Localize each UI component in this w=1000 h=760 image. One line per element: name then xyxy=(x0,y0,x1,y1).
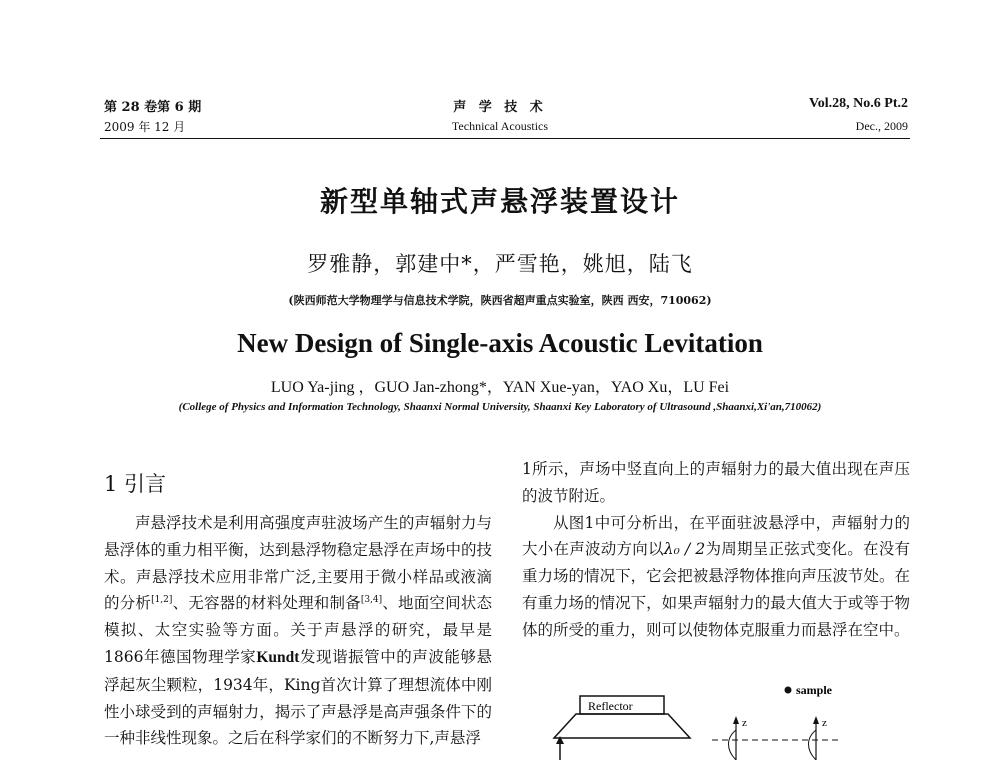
left-column xyxy=(104,510,492,752)
english-authors: LUO Ya-jing ，GUO Jan-zhong*，YAN Xue-yan，YAO Xu，LU Fei xyxy=(270,379,730,396)
right-column xyxy=(522,456,910,644)
lambda-expression: λ₀ / 2 xyxy=(663,540,706,559)
citation: [1,2] xyxy=(151,595,173,606)
intro-text-d: 发现谐振管中的声波能够悬浮起灰尘颗粒，1934年，King首次计算了理想流体中刚性小球受到的声辐射力，揭示了声悬浮是高声强条件下的一种非线性现象。之后在科学家们的不断努力下,声悬浮 xyxy=(104,647,492,748)
issue-date-en: Dec., 2009 xyxy=(855,119,908,133)
levitator-figure xyxy=(540,678,880,760)
pressure-curve-1 xyxy=(729,730,737,760)
section-heading: 1 引言 xyxy=(104,472,167,496)
sample-legend-label: sample xyxy=(796,683,832,697)
sample-dot-icon xyxy=(785,687,792,694)
analysis-text-b: 为周期呈正弦式变化。在没有重力场的情况下，它会把被悬浮物体推向声压波节处。在有重力场的情况下，如果声辐射力的最大值大于或等于物体的所受的重力，则可以使物体克服重力而悬浮在空中。 xyxy=(522,540,910,639)
journal-name-cn: 声 学 技 术 xyxy=(453,100,547,115)
volume-info: Vol.28, No.6 Pt.2 xyxy=(808,96,908,111)
citation: [3,4] xyxy=(360,595,383,606)
intro-text-b: 、无容器的材料处理和制备 xyxy=(172,594,361,613)
reflector-label: Reflector xyxy=(588,699,633,713)
pressure-curve-2 xyxy=(809,730,817,760)
journal-issue: 第 28 卷第 6 期 xyxy=(104,100,202,115)
z-axis-2-label: z xyxy=(822,717,827,729)
analysis-paragraph xyxy=(522,510,910,644)
analysis-text-a: 从图1中可分析出，在平面驻波悬浮中，声辐射力的大小在声波动方向以 xyxy=(522,513,910,559)
intro-text-a: 声悬浮技术是利用高强度声驻波场产生的声辐射力与悬浮体的重力相平衡，达到悬浮物稳定悬浮在声场中的技术。声悬浮技术应用非常广泛,主要用于微小样品或液滴的分析 xyxy=(104,514,492,613)
journal-name-en: Technical Acoustics xyxy=(451,119,549,133)
z-axis-1-arrow-icon xyxy=(733,716,739,724)
chinese-affiliation: (陕西师范大学物理学与信息技术学院，陕西省超声重点实验室，陕西 西安，710062) xyxy=(288,294,712,307)
kundt-name: Kundt xyxy=(256,648,300,666)
intro-text-c: 、地面空间状态模拟、太空实验等方面。关于声悬浮的研究，最早是1866年德国物理学家 xyxy=(104,594,492,666)
journal-date: 2009 年 12 月 xyxy=(104,120,186,134)
z-axis-1-label: z xyxy=(742,717,747,729)
reflector-shape xyxy=(554,714,690,738)
chinese-authors: 罗雅静，郭建中*，严雪艳，姚旭，陆飞 xyxy=(307,252,693,276)
intro-paragraph xyxy=(104,510,492,752)
english-title: New Design of Single-axis Acoustic Levitation xyxy=(237,328,763,358)
header-rule xyxy=(100,138,910,139)
arrow-head-icon xyxy=(556,736,564,744)
chinese-title: 新型单轴式声悬浮装置设计 xyxy=(319,185,680,218)
english-affiliation: (College of Physics and Information Technology, Shaanxi Normal University, Shaanxi Key Laboratory of Ultrasound ,Shaanxi,Xi'an,710062) xyxy=(178,401,822,413)
continued-paragraph: 1所示，声场中竖直向上的声辐射力的最大值出现在声压的波节附近。 xyxy=(522,460,910,505)
z-axis-2-arrow-icon xyxy=(813,716,819,724)
